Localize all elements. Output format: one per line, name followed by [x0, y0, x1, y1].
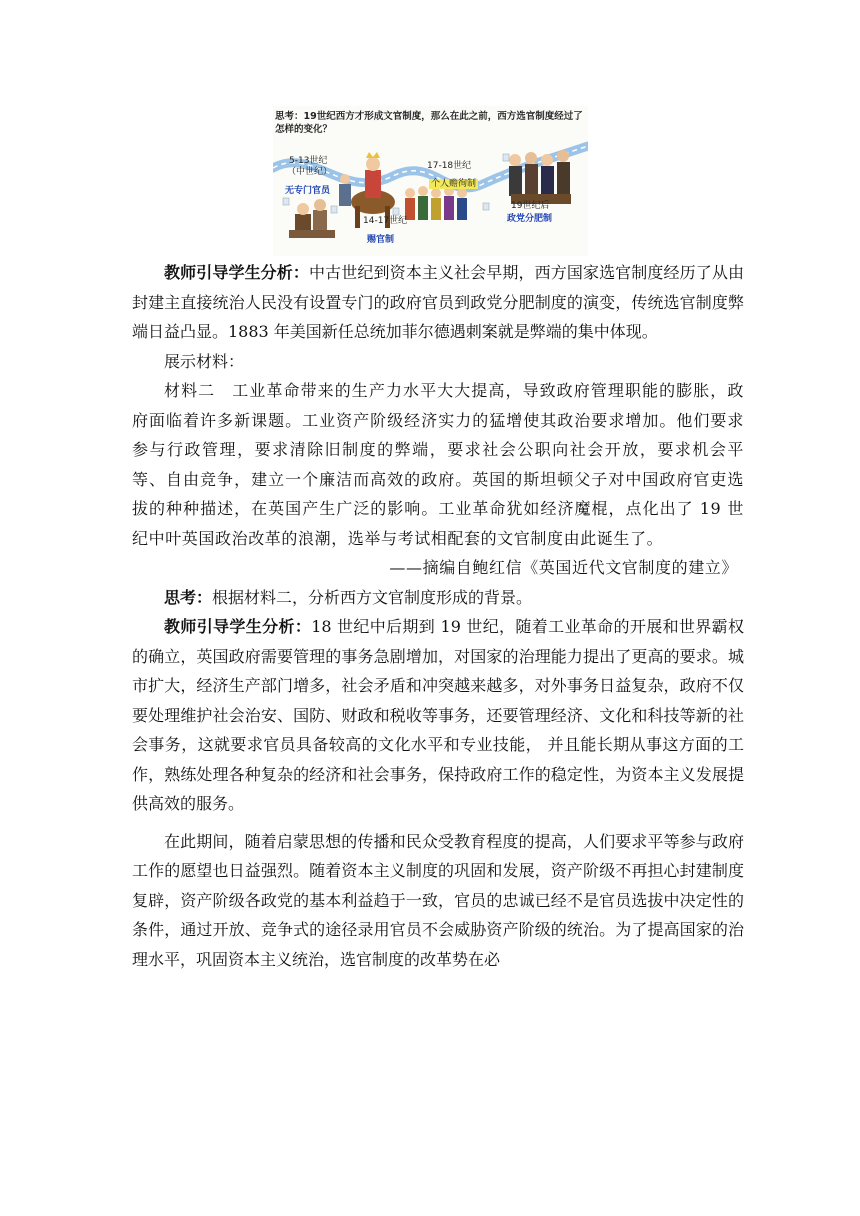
material-two-label: 材料二 — [164, 381, 216, 400]
material-two — [132, 376, 744, 553]
teacher-analysis-2 — [132, 612, 744, 819]
think-question — [132, 583, 744, 613]
think-label: 思考： — [164, 587, 213, 607]
stage3-system: 个人赡徇制 — [431, 179, 477, 189]
stage1-system: 无专门官员 — [285, 186, 331, 196]
teacher-analysis-text: 中古世纪到资本主义社会早期，西方国家选官制度经历了从由封建主直接统治人民没有设置专门的政府官员到政党分肥制度的演变，传统选官制度弊端日益凸显。1883 年美国新任总统加菲尔德遇刺案就是弊端的集中体现。 — [132, 263, 744, 341]
material-source: ——摘编自鲍红信《英国近代文官制度的建立》 — [389, 558, 738, 577]
timeline-illustration — [273, 106, 588, 256]
stage2-period: 14-17世纪 — [363, 216, 408, 226]
figure-question: 思考：19世纪西方才形成文官制度，那么在此之前，西方选官制度经过了怎样的变化？ — [275, 111, 583, 135]
teacher-analysis-text-2: 18 世纪中后期到 19 世纪，随着工业革命的开展和世界霸权的确立，英国政府需要管理的事务急剧增加，对国家的治理能力提出了更高的要求。城市扩大，经济生产部门增多，社会矛盾和冲突越来越多，对外事务日益复杂，政府不仅要处理维护社会治安、国防、财政和税收等事务，还要管理经济、文化和科技等新的社会事务，这就要求官员具备较高的文化水平和专业技能， 并且能长期从事这方面的工作，熟练处理各种复杂的经济和社会事务，保持政府工作的稳定性，为资本主义发展提供高效的服务。 — [132, 617, 744, 813]
stage2-system: 赐官制 — [367, 235, 395, 245]
teacher-analysis-label-2: 教师引导学生分析： — [164, 617, 312, 636]
think-text: 根据材料二，分析西方文官制度形成的背景。 — [212, 587, 533, 607]
teacher-analysis-1 — [132, 258, 744, 347]
show-material-line: 展示材料： — [164, 351, 245, 371]
document-body — [132, 258, 744, 974]
stage1-period: 5-13世纪 — [289, 156, 328, 166]
crowd-figures — [405, 186, 467, 220]
stage4-system: 政党分肥制 — [507, 214, 553, 224]
material-two-text: 工业革命带来的生产力水平大大提高，导致政府管理职能的膨胀，政府面临着许多新课题。工业资产阶级经济实力的猛增使其政治要求增加。他们要求参与行政管理，要求清除旧制度的弊端，要求社会公职向社会开放，要求机会平等、自由竞争，建立一个廉洁而高效的政府。英国的斯坦顿父子对中国政府官吏选拔的种种描述，在英国产生广泛的影响。工业革命犹如经济魔棍，点化出了 19 世纪中叶英国政治改革的浪潮，选举与考试相配套的文官制度由此诞生了。 — [132, 381, 744, 548]
stage3-period: 17-18世纪 — [427, 161, 472, 171]
teacher-analysis-label: 教师引导学生分析： — [164, 263, 310, 282]
stage4-period: 19世纪后 — [511, 201, 550, 211]
stage1-period-sub: （中世纪） — [287, 167, 333, 177]
medieval-figures — [289, 199, 335, 238]
paragraph-enlightenment: 在此期间，随着启蒙思想的传播和民众受教育程度的提高，人们要求平等参与政府工作的愿望也日益强烈。随着资本主义制度的巩固和发展，资产阶级不再担心封建制度复辟，资产阶级各政党的基本利益趋于一致，官员的忠诚已经不是官员选拔中决定性的条件，通过开放、竞争式的途径录用官员不会威胁资产阶级的统治。为了提高国家的治理水平，巩固资本主义统治，选官制度的改革势在必 — [132, 831, 744, 969]
